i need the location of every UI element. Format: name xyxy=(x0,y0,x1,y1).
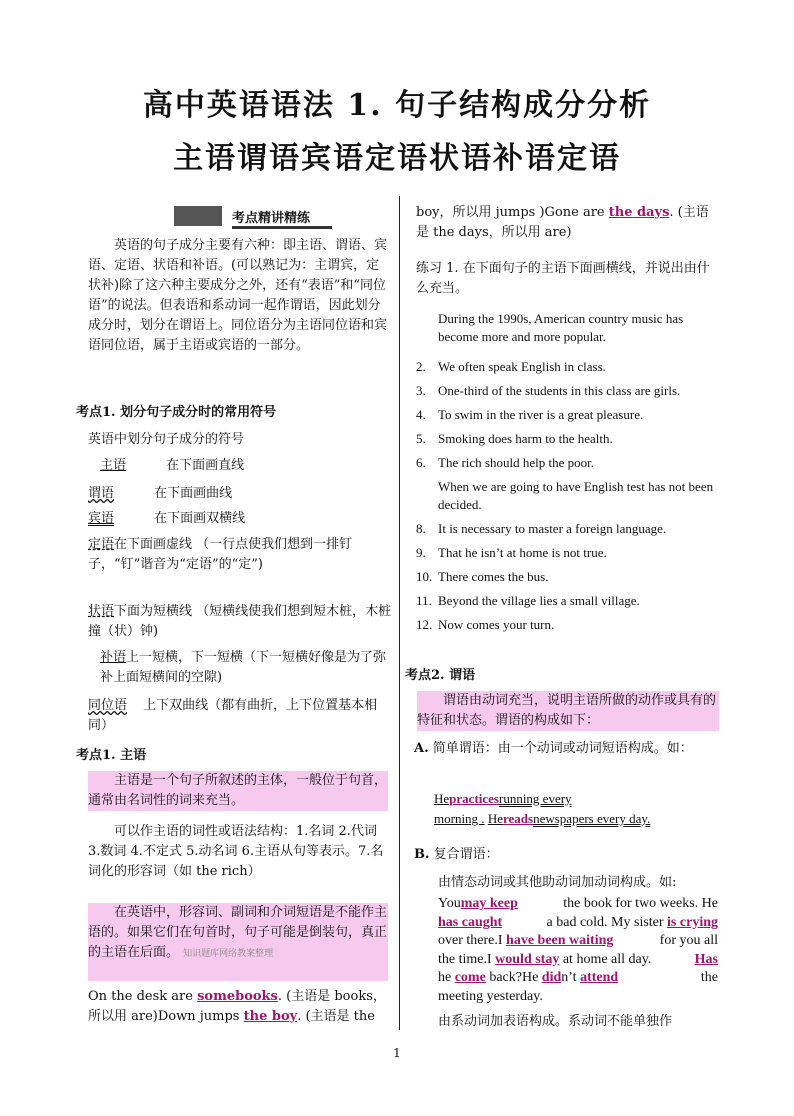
compound-sub1: 由情态动词或其他助动词加动词构成。如: xyxy=(438,875,677,890)
example-text: (主语是 the xyxy=(305,1009,375,1024)
item-text: Beyond the village lies a small village. xyxy=(438,593,640,608)
item-text: There comes the bus. xyxy=(438,569,549,584)
symbol-desc: 下面为短横线 （短横线使我们想到短木桩，木桩撞（状）钟) xyxy=(88,604,392,639)
item-text: To swim in the river is a great pleasure. xyxy=(438,407,644,422)
kaodian-label: 考点1. xyxy=(76,748,116,763)
item-num: 2. xyxy=(416,359,426,374)
symbol-term: 同位语 xyxy=(88,698,128,713)
symbol-row xyxy=(100,456,244,476)
example-line: Youmay keep the book for two weeks. He xyxy=(438,896,718,911)
list-item xyxy=(416,520,720,538)
list-item xyxy=(416,406,720,424)
symbol-desc: 在下面画曲线 xyxy=(154,486,233,501)
symbol-term: 状语 xyxy=(88,604,115,619)
example-verb: have been waiting xyxy=(506,933,614,948)
column-divider xyxy=(399,196,400,1030)
example-line: meeting yesterday. xyxy=(438,988,543,1004)
list-item xyxy=(416,568,720,586)
symbol-desc: 在下面画双横线 xyxy=(154,511,246,526)
item-text: That he isn’t at home is not true. xyxy=(438,545,607,560)
page-title: 高中英语语法 1. 句子结构成分分析 xyxy=(142,88,652,123)
item-label: B. xyxy=(414,847,430,862)
item-num xyxy=(416,310,438,346)
example-verb: come xyxy=(454,970,486,985)
symbol-term: 定语 xyxy=(88,537,115,552)
subject-definition: 主语是一个句子所叙述的主体，一般位于句首，通常由名词性的词来充当。 xyxy=(88,771,388,811)
symbol-term: 补语 xyxy=(100,650,127,665)
item-label: A. xyxy=(414,741,429,756)
symbol-term: 主语 xyxy=(100,458,127,473)
item-num xyxy=(416,478,438,514)
kaodian-title: 划分句子成分时的常用符号 xyxy=(120,405,277,420)
example-verb: may keep xyxy=(460,896,518,911)
symbol-desc: 上一短横，下一短横（下一短横好像是为了弥补上面短横间的空隙) xyxy=(100,650,387,685)
symbol-term: 宾语 xyxy=(88,511,115,526)
inversion-note xyxy=(88,903,388,981)
list-item xyxy=(416,592,720,610)
list-item xyxy=(416,616,720,634)
example-verb: is crying xyxy=(667,914,718,930)
item-text: 简单谓语：由一个动词或动词短语构成。如： xyxy=(432,741,693,756)
exercise-label: 练习 1. xyxy=(416,261,459,276)
item-text: We often speak English in class. xyxy=(438,359,606,374)
item-text: It is necessary to master a foreign language. xyxy=(438,521,667,536)
list-item xyxy=(416,544,720,562)
continued-example: boy，所以用 jumps )Gone are the days. (主语 是 the days，所以用 are) xyxy=(416,205,709,240)
item-num: 9. xyxy=(416,545,426,560)
list-item xyxy=(416,358,720,376)
predicate-definition: 谓语由动词充当，说明主语所做的动作或具有的特征和状态。谓语的构成如下： xyxy=(417,691,719,731)
example-subject: He xyxy=(487,811,503,826)
item-num: 6. xyxy=(416,455,426,470)
exercise-heading xyxy=(416,259,720,299)
example-subject: the boy xyxy=(243,1009,298,1024)
symbol-desc: 上下双曲线（都有曲折，上下位置基本相同） xyxy=(88,698,378,733)
example-object: running every xyxy=(498,791,572,806)
example-verb: practices xyxy=(449,791,499,806)
item-text: When we are going to have English test has not been decided. xyxy=(438,479,714,512)
exercise-list xyxy=(416,310,720,634)
item-num: 11. xyxy=(416,593,432,608)
symbol-row xyxy=(88,696,392,736)
section-header: 考点精讲精练 xyxy=(232,207,332,229)
inversion-text: 在英语中，形容词、副词和介词短语是不能作主语的。如果它们在句首时，句子可能是倒装句，真正的主语在后面。 xyxy=(88,905,388,960)
intro-paragraph: 英语的句子成分主要有六种：即主语、谓语、宾语、定语、状语和补语。(可以熟记为：主谓宾，定状补)除了这六种主要成分之外，还有“表语”和“同位语”的说法。但表语和系动词一起作谓语，因此划分成分时，划分在谓语上。同位语分为主语同位语和宾语同位语，属于主语或宾语的一部分。 xyxy=(88,238,388,353)
kaodian-label: 考点1. xyxy=(76,405,116,420)
example-subject: somebooks xyxy=(197,989,278,1004)
example-line: has caught a bad cold. My sister is crying xyxy=(438,914,718,933)
example-verb: Has xyxy=(694,951,718,967)
example-line: over there.I have been waiting for you all xyxy=(438,933,718,948)
example-text: On the desk are xyxy=(88,989,193,1004)
compound-examples xyxy=(438,895,718,1006)
item-text: One-third of the students in this class are girls. xyxy=(438,383,681,398)
compound-sub2: 由系动词加表语构成。系动词不能单独作 xyxy=(438,1014,673,1029)
symbol-desc: 在下面画虚线 （一行点使我们想到一排钉子，“钉”谐音为“定语”的“定”) xyxy=(88,537,353,572)
item-num: 5. xyxy=(416,431,426,446)
simple-predicate-example xyxy=(434,789,724,829)
symbol-row xyxy=(88,535,392,575)
item-num: 8. xyxy=(416,521,426,536)
kaodian1b-heading xyxy=(76,746,146,766)
list-item xyxy=(416,454,720,472)
symbol-row xyxy=(88,509,245,529)
exercise-prompt: 在下面句子的主语下面画横线，并说出由什么充当。 xyxy=(416,261,710,296)
example-text: boy，所以用 jumps )Gone are xyxy=(416,205,605,220)
kaodian2-heading xyxy=(405,666,475,686)
example-text: (主语是 books，所以用 are)Down jumps xyxy=(88,989,386,1024)
kaodian-title: 谓语 xyxy=(449,668,476,683)
kaodian-title: 主语 xyxy=(120,748,147,763)
item-text: Now comes your turn. xyxy=(438,617,555,632)
kaodian-label: 考点2. xyxy=(405,668,445,683)
list-item xyxy=(416,382,720,400)
list-item xyxy=(416,430,720,448)
item-num: 3. xyxy=(416,383,426,398)
list-item xyxy=(416,310,720,346)
example-verb: reads xyxy=(502,811,534,826)
example-verb: has caught xyxy=(438,914,503,930)
watermark: 知识题库网络教案整理 xyxy=(183,949,274,959)
item-num: 4. xyxy=(416,407,426,422)
example-verb: would stay xyxy=(495,951,560,967)
example-text: morning . xyxy=(434,811,485,826)
symbols-intro: 英语中划分句子成分的符号 xyxy=(88,432,245,447)
item-num: 12. xyxy=(416,617,433,632)
example-verb: attend xyxy=(580,970,619,985)
item-text: Smoking does harm to the health. xyxy=(438,431,613,446)
example-text: (主语 xyxy=(677,205,709,220)
example-subject: the days xyxy=(608,205,670,220)
compound-predicate xyxy=(414,845,499,865)
example-subject: He xyxy=(434,791,450,806)
page-subtitle: 主语谓语宾语定语状语补语定语 xyxy=(173,141,621,176)
list-item xyxy=(416,478,720,514)
kaodian1-heading xyxy=(76,403,276,423)
item-text: 复合谓语： xyxy=(433,847,499,862)
example-line: he come back?He didn’t attend the xyxy=(438,970,718,985)
subject-forms: 可以作主语的词性或语法结构：1.名词 2.代词 3.数词 4.不定式 5.动名词 6.主语从句等表示。7.名词化的形容词（如 the rich） xyxy=(88,824,384,879)
symbol-row xyxy=(88,602,392,642)
symbol-desc: 在下面画直线 xyxy=(166,458,245,473)
book-icon xyxy=(174,206,222,226)
symbol-row xyxy=(100,648,392,688)
item-num: 10. xyxy=(416,569,433,584)
symbol-row xyxy=(88,484,232,504)
example-line: the time.I would stay at home all day. Has xyxy=(438,951,718,970)
symbol-term: 谓语 xyxy=(88,486,115,501)
simple-predicate xyxy=(414,739,718,759)
example-object: newspapers every day. xyxy=(533,811,651,826)
item-text: During the 1990s, American country music has become more and more popular. xyxy=(438,311,684,344)
example-verb: did xyxy=(541,970,562,985)
example-text: 是 the days，所以用 are) xyxy=(416,225,572,240)
item-text: The rich should help the poor. xyxy=(438,455,594,470)
page-number: 1 xyxy=(393,1046,401,1060)
subject-example: On the desk are somebooks. (主语是 books，所以用 are)Down jumps the boy. (主语是 the xyxy=(88,989,386,1024)
